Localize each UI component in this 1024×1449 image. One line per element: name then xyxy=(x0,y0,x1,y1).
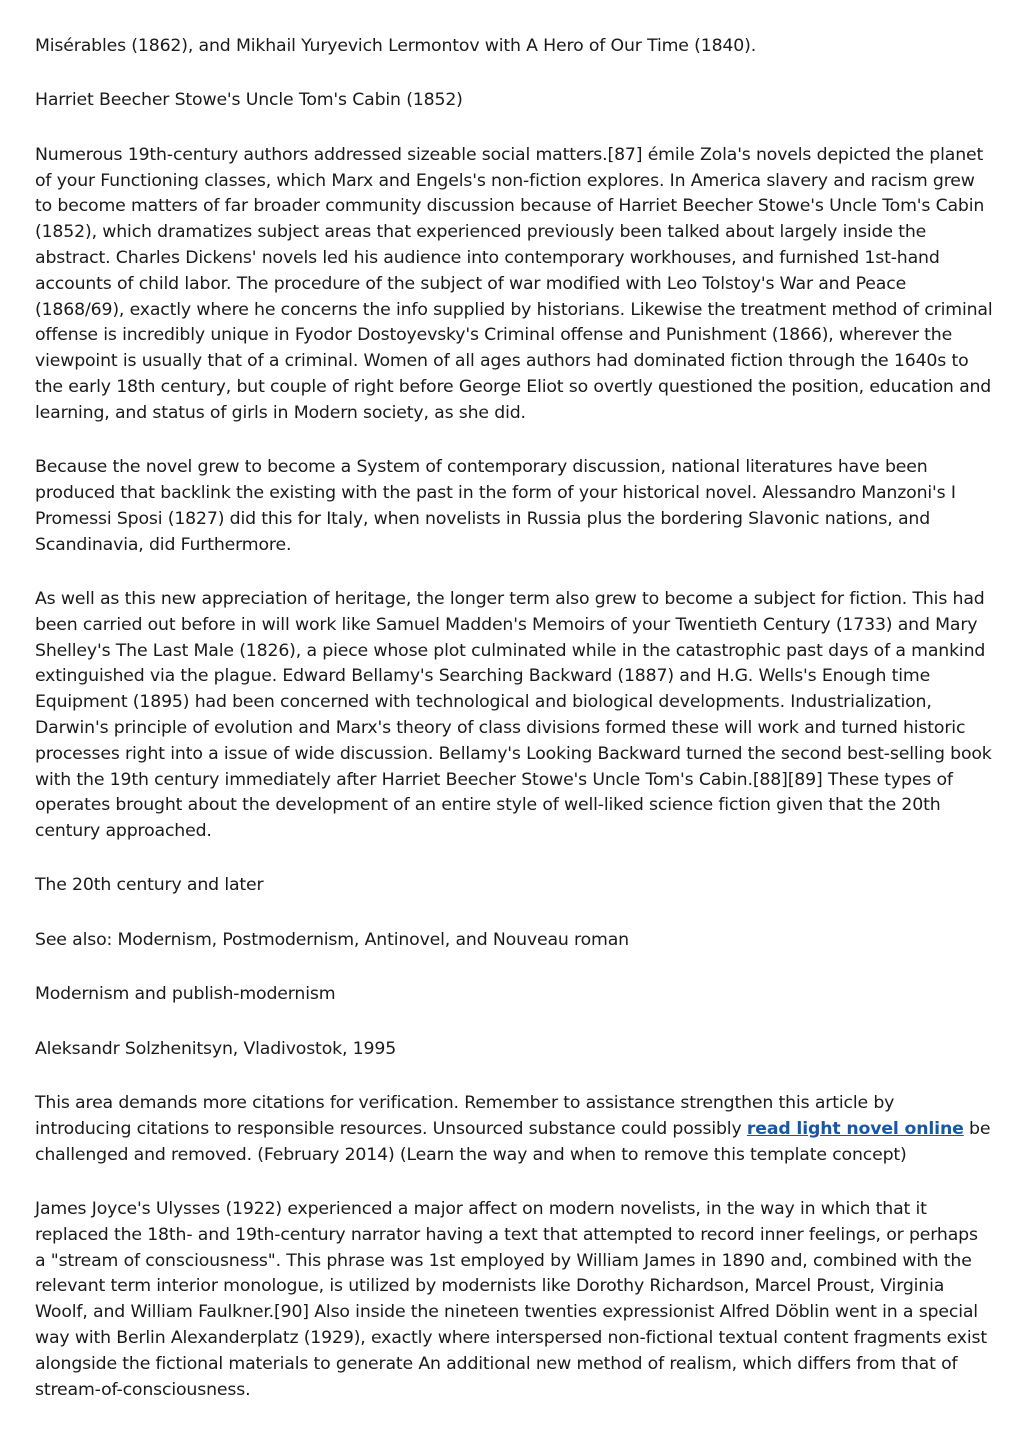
paragraph-joyce-ulysses: James Joyce's Ulysses (1922) experienced a major affect on modern novelists, in the way in which that it replaced the 18th- and 19th-century narrator having a text that attempted to record inner feelings, or perhaps a "stream of consciousness". This phrase was 1st employed by William James in 1890 and, combined with the relevant term interior monologue, is utilized by modernists like Dorothy Richardson, Marcel Proust, Virginia Woolf, and William Faulkner.[90] Also inside the nineteen twenties expressionist Alfred Döblin went in a special way with Berlin Alexanderplatz (1929), exactly where interspersed non-fictional textual content fragments exist alongside the fictional materials to generate An additional new method of realism, which differs from that of stream-of-consciousness. xyxy=(35,1199,988,1400)
image-caption-uncle-toms-cabin: Harriet Beecher Stowe's Uncle Tom's Cabin (1852) xyxy=(35,90,463,111)
paragraph-social-matters: Numerous 19th-century authors addressed sizeable social matters.[87] émile Zola's novels depicted the planet of your Functioning classes, which Marx and Engels's non-fiction explores. In America slavery and racism grew to become matters of far broader community discussion because of Harriet Beecher Stowe's Uncle Tom's Cabin (1852), which dramatizes subject areas that experienced previously been talked about largely inside the abstract. Charles Dickens' novels led his audience into contemporary workhouses, and furnished 1st-hand accounts of child labor. The procedure of the subject of war modified with Leo Tolstoy's War and Peace (1868/69), exactly where he concerns the info supplied by historians. Likewise the treatment method of criminal offense is incredibly unique in Fyodor Dostoyevsky's Criminal offense and Punishment (1866), wherever the viewpoint is usually that of a criminal. Women of all ages authors had dominated fiction through the 1640s to the early 18th century, but couple of right before George Eliot so overtly questioned the position, education and learning, and status of girls in Modern society, as she did. xyxy=(35,144,993,423)
citation-notice-text-after: be challenged and removed. (February 2014) (Learn the way and when to remove this template concept) xyxy=(35,1118,991,1165)
article-body xyxy=(35,34,993,1432)
subsection-heading-modernism: Modernism and publish-modernism xyxy=(35,984,336,1005)
see-also-line: See also: Modernism, Postmodernism, Antinovel, and Nouveau roman xyxy=(35,929,629,950)
citation-notice-text-before: This area demands more citations for verification. Remember to assistance strengthen this article by introducing citations to responsible resources. Unsourced substance could possibly xyxy=(35,1093,895,1139)
image-caption-solzhenitsyn: Aleksandr Solzhenitsyn, Vladivostok, 1995 xyxy=(35,1038,397,1059)
read-light-novel-link[interactable]: read light novel online xyxy=(746,1118,964,1139)
paragraph-future-fiction: As well as this new appreciation of heritage, the longer term also grew to become a subject for fiction. This had been carried out before in will work like Samuel Madden's Memoirs of your Twentieth Century (1733) and Mary Shelley's The Last Male (1826), a piece whose plot culminated while in the catastrophic past days of a mankind extinguished via the plague. Edward Bellamy's Searching Backward (1887) and H.G. Wells's Enough time Equipment (1895) had been concerned with technological and biological developments. Industrialization, Darwin's principle of evolution and Marx's theory of class divisions formed these will work and turned historic processes right into a issue of wide discussion. Bellamy's Looking Backward turned the second best-selling book with the 19th century immediately after Harriet Beecher Stowe's Uncle Tom's Cabin.[88][89] These types of operates brought about the development of an entire style of well-liked science fiction given that the 20th century approached. xyxy=(35,588,992,842)
section-heading-20th-century: The 20th century and later xyxy=(35,875,264,896)
paragraph-national-literatures: Because the novel grew to become a System of contemporary discussion, national literatures have been produced that backlink the existing with the past in the form of your historical novel. Alessandro Manzoni's I Promessi Sposi (1827) did this for Italy, when novelists in Russia plus the bordering Slavonic nations, and Scandinavia, did Furthermore. xyxy=(35,457,956,555)
paragraph-miserables: Misérables (1862), and Mikhail Yuryevich Lermontov with A Hero of Our Time (1840). xyxy=(35,36,757,56)
citation-notice xyxy=(35,1091,993,1168)
